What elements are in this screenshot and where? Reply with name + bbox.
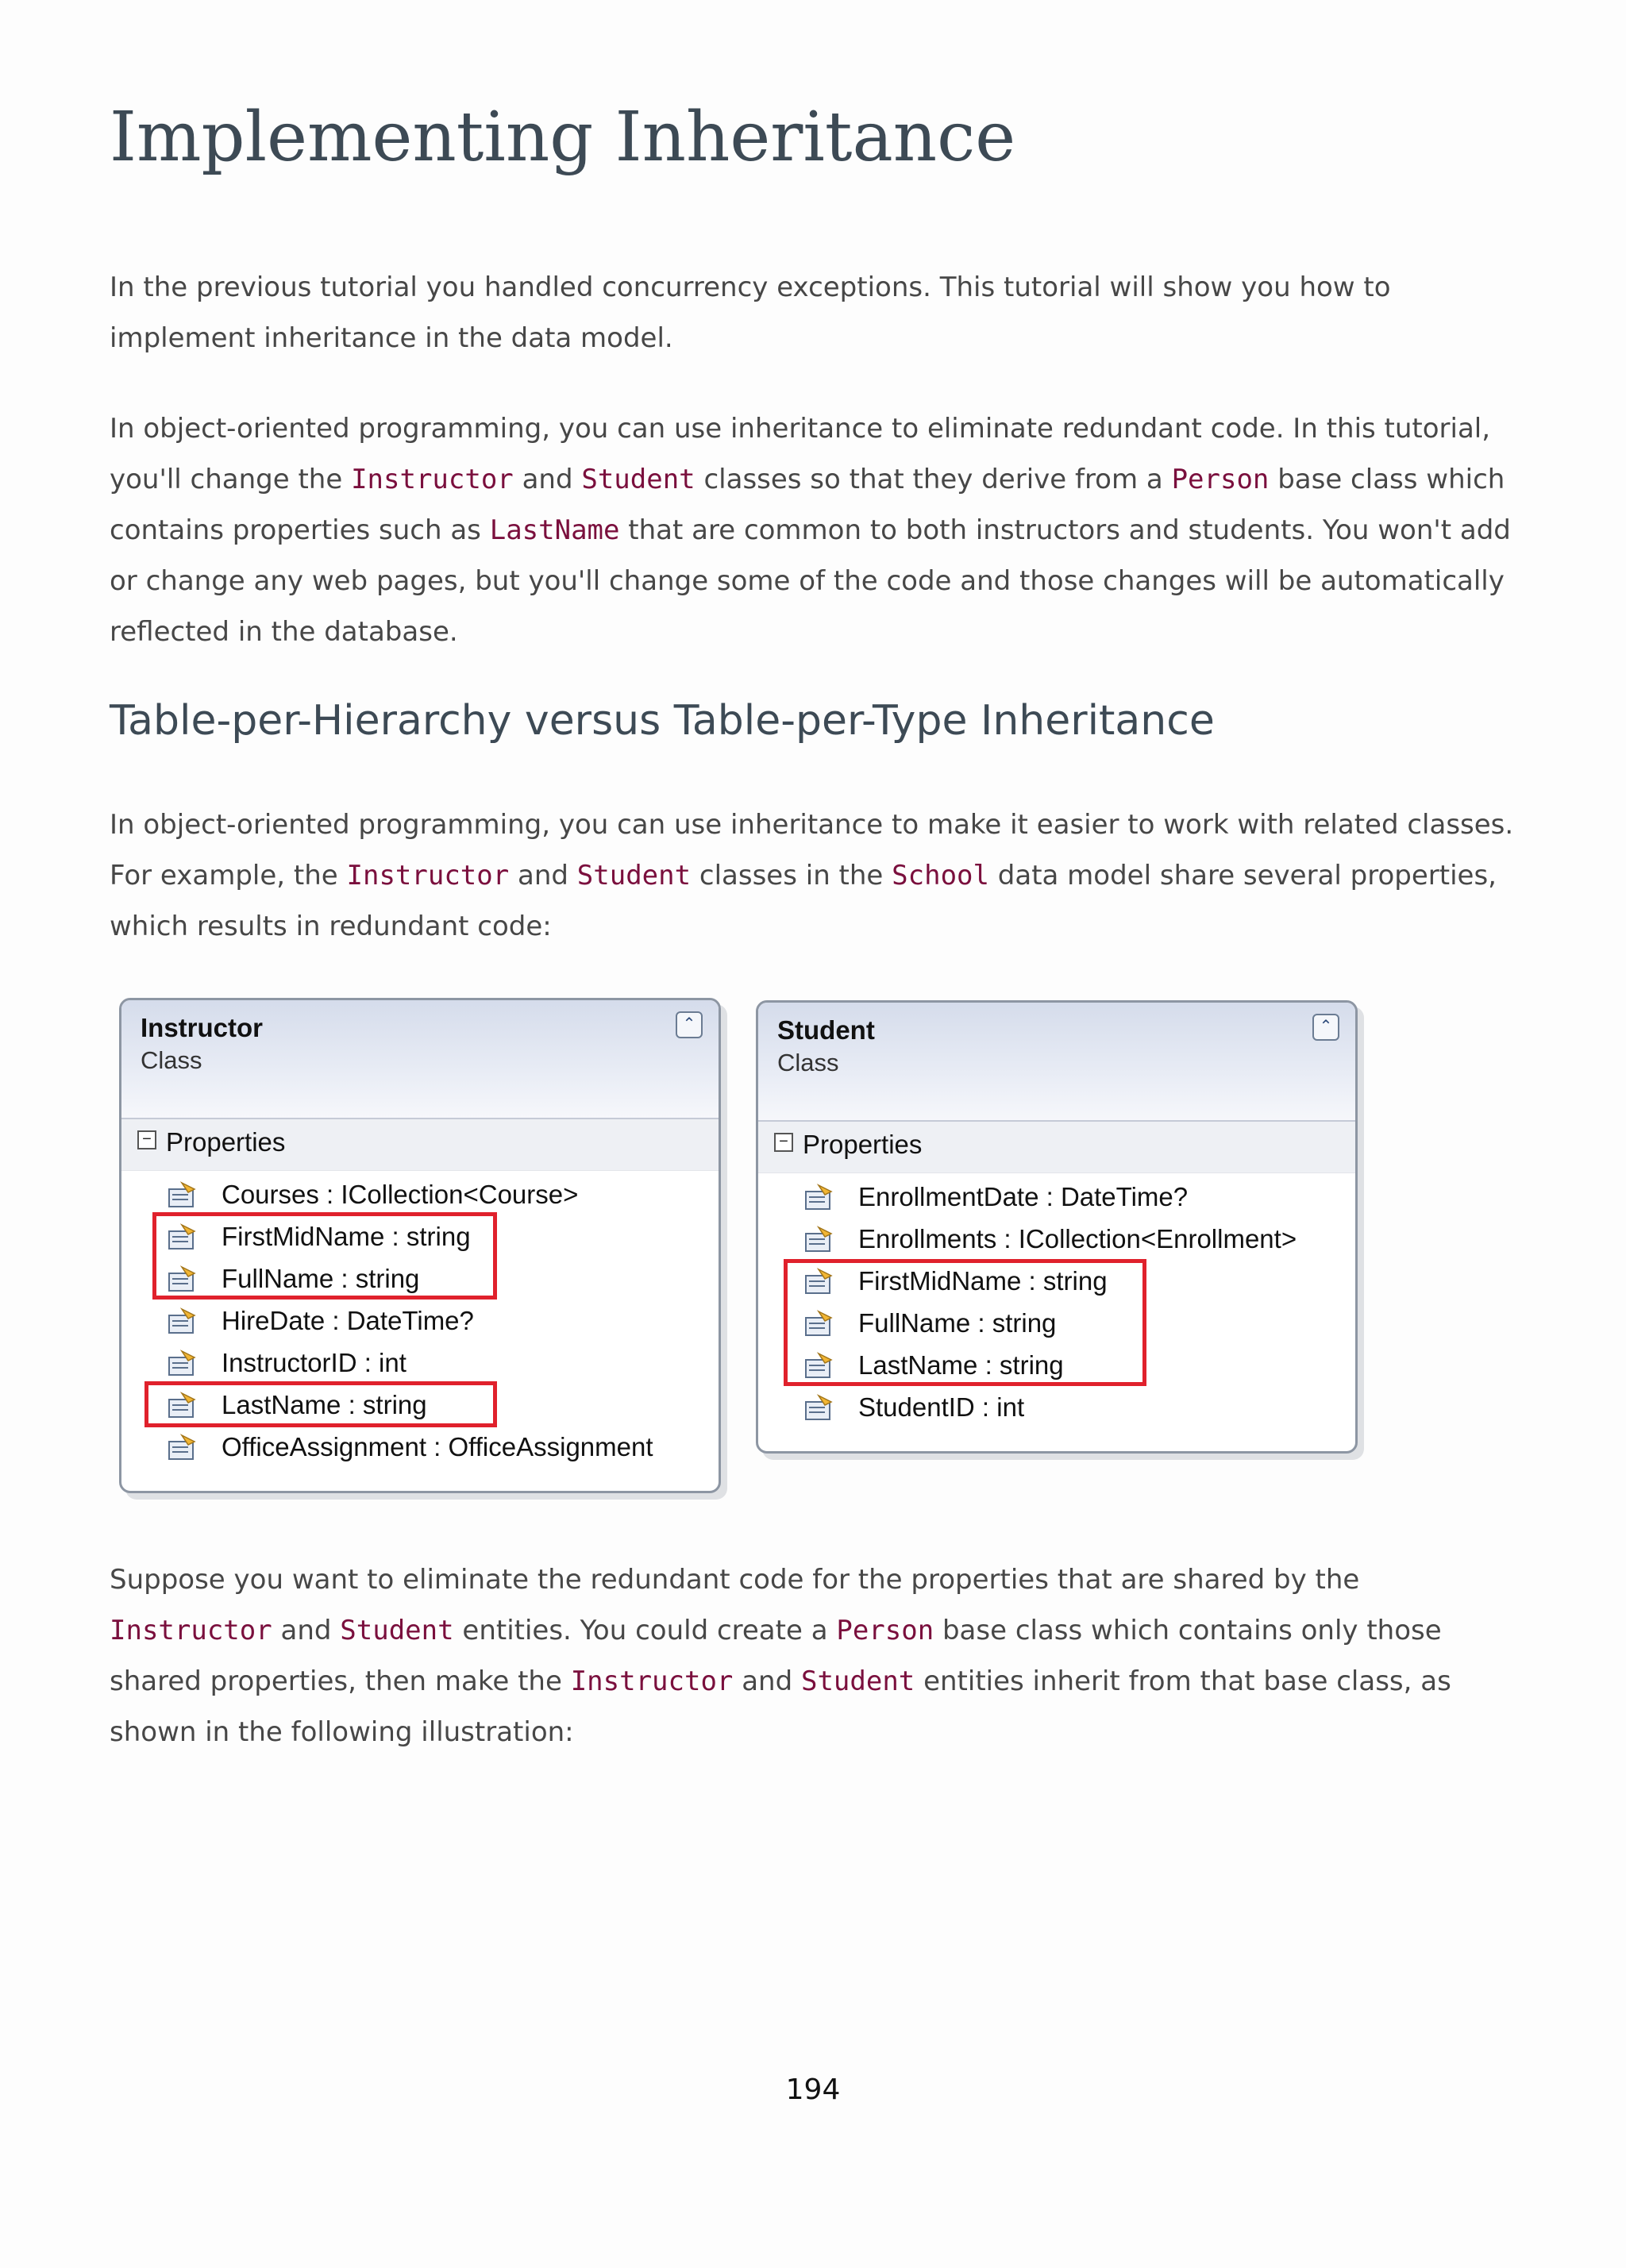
text-run: base class which contains properties such as	[110, 464, 1505, 546]
property-icon	[166, 1350, 198, 1378]
code-student: Student	[800, 1665, 915, 1697]
property-label: FirstMidName : string	[858, 1266, 1108, 1296]
text-run: In object-oriented programming, you can use inheritance to eliminate redundant code. In this tutorial, you'll change the	[110, 413, 1491, 495]
text-run: and	[513, 464, 582, 495]
property-icon	[166, 1307, 198, 1336]
code-student: Student	[576, 860, 692, 891]
text-run: entities inherit from that base class, as shown in the following illustration:	[110, 1665, 1451, 1748]
text-run: entities. You could create a	[453, 1615, 837, 1646]
class-name: Student	[777, 1015, 875, 1045]
properties-section-header[interactable]	[758, 1122, 1355, 1173]
class-name: Instructor	[141, 1013, 264, 1042]
code-student: Student	[581, 464, 695, 495]
minus-icon[interactable]: −	[137, 1130, 156, 1149]
section-title: Properties	[166, 1127, 286, 1157]
code-instructor: Instructor	[570, 1665, 734, 1697]
property-item	[803, 1221, 1347, 1263]
property-label: EnrollmentDate : DateTime?	[858, 1182, 1189, 1211]
text-run: and	[733, 1665, 801, 1697]
property-item	[166, 1429, 711, 1471]
property-label: LastName : string	[858, 1350, 1064, 1380]
code-instructor: Instructor	[110, 1615, 272, 1646]
property-icon	[166, 1434, 198, 1462]
property-label: LastName : string	[222, 1390, 427, 1419]
property-label: Courses : ICollection<Course>	[222, 1180, 579, 1209]
text-run: and	[509, 860, 577, 891]
inheritance-paragraph	[110, 403, 1523, 657]
section-heading: Table-per-Hierarchy versus Table-per-Type Inheritance	[110, 697, 1215, 745]
intro-text: In the previous tutorial you handled concurrency exceptions. This tutorial will show you how to implement inheritance in the data model.	[110, 271, 1391, 354]
highlight-box-instructor-lastname	[144, 1381, 497, 1427]
property-label: FullName : string	[858, 1308, 1057, 1338]
intro-paragraph	[110, 262, 1523, 364]
property-icon	[166, 1181, 198, 1210]
code-person: Person	[1171, 464, 1270, 495]
property-icon	[803, 1184, 834, 1212]
person-base-class-paragraph	[110, 1554, 1523, 1758]
text-run: data model share several properties, which results in redundant code:	[110, 860, 1497, 942]
property-item	[803, 1179, 1347, 1221]
class-kind: Class	[777, 1049, 839, 1076]
redundant-code-paragraph	[110, 799, 1523, 952]
section-title: Properties	[803, 1130, 923, 1159]
properties-section-header[interactable]	[121, 1119, 719, 1171]
property-item	[166, 1303, 711, 1345]
property-label: OfficeAssignment : OfficeAssignment	[222, 1432, 653, 1461]
text-run: that are common to both instructors and students. You won't add or change any web pages, but you'll change some of the code and those changes will be automatically reflected in the database.	[110, 514, 1511, 648]
property-icon	[803, 1226, 834, 1254]
page-number: 194	[785, 2074, 841, 2106]
highlight-box-instructor-names	[152, 1212, 497, 1300]
minus-icon[interactable]: −	[774, 1133, 793, 1152]
text-run: classes in the	[691, 860, 892, 891]
property-label: InstructorID : int	[222, 1348, 406, 1377]
code-school: School	[892, 860, 989, 891]
text-run: base class which contains only those shared properties, then make the	[110, 1615, 1442, 1697]
text-run: and	[272, 1615, 341, 1646]
property-item	[803, 1389, 1347, 1431]
property-label: Enrollments : ICollection<Enrollment>	[858, 1224, 1297, 1253]
collapse-icon[interactable]: ⌃	[1312, 1014, 1339, 1041]
page-title: Implementing Inheritance	[110, 98, 1016, 177]
text-run: Suppose you want to eliminate the redundant code for the properties that are shared by the	[110, 1564, 1360, 1596]
code-instructor: Instructor	[351, 464, 514, 495]
code-instructor: Instructor	[346, 860, 510, 891]
highlight-box-student-names	[784, 1259, 1146, 1386]
property-label: StudentID : int	[858, 1392, 1025, 1422]
text-run: In object-oriented programming, you can use inheritance to make it easier to work with related classes. For example, the	[110, 809, 1514, 891]
property-label: HireDate : DateTime?	[222, 1306, 474, 1335]
class-header	[758, 1003, 1355, 1122]
property-label: FirstMidName : string	[222, 1222, 471, 1251]
code-lastname: LastName	[489, 514, 620, 546]
class-header	[121, 1000, 719, 1119]
class-kind: Class	[141, 1046, 202, 1074]
collapse-icon[interactable]: ⌃	[676, 1011, 703, 1038]
property-label: FullName : string	[222, 1264, 420, 1293]
code-person: Person	[836, 1615, 934, 1646]
text-run: classes so that they derive from a	[695, 464, 1172, 495]
property-icon	[803, 1394, 834, 1423]
code-student: Student	[340, 1615, 454, 1646]
